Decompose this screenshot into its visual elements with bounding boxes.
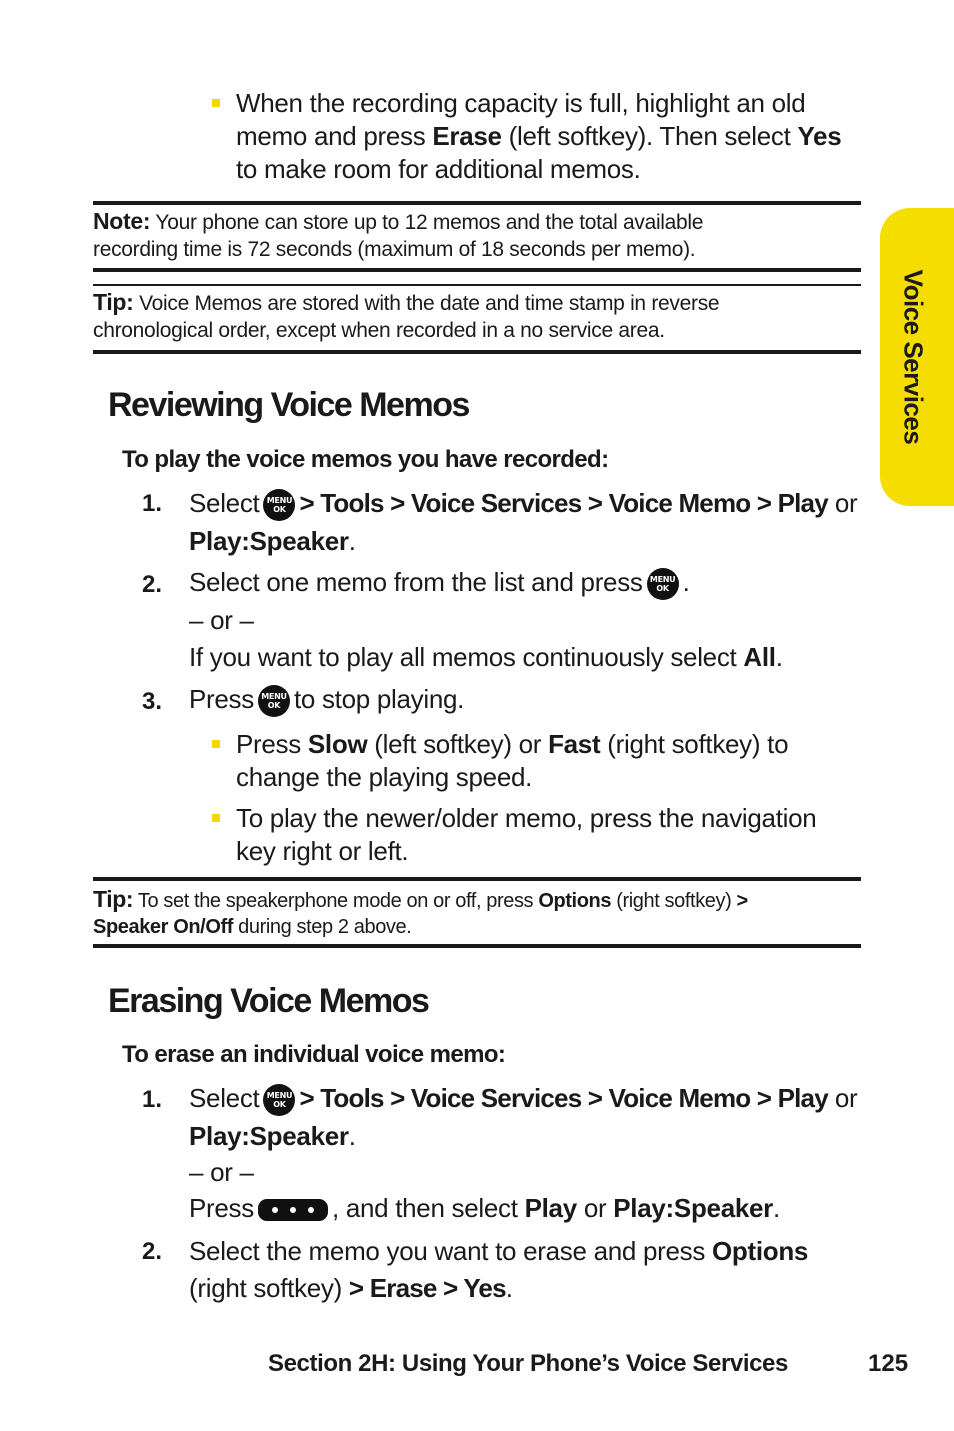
step-number: 1. bbox=[142, 1086, 163, 1113]
play-speaker-keyword: Play:Speaker bbox=[613, 1193, 773, 1224]
step-1-text bbox=[189, 487, 869, 558]
text: Select one memo from the list and press bbox=[189, 567, 643, 597]
footer-section-title: Section 2H: Using Your Phone’s Voice Services bbox=[268, 1350, 788, 1377]
play-speaker-keyword: Play:Speaker bbox=[189, 526, 349, 557]
erase-step-1-alt bbox=[189, 1192, 869, 1225]
text: OK bbox=[267, 701, 281, 711]
text: or bbox=[827, 488, 858, 518]
erase-step-2-line2 bbox=[189, 1272, 869, 1305]
menu-ok-key-icon bbox=[263, 489, 295, 521]
yes-keyword: Yes bbox=[797, 121, 842, 151]
note-bottom-rule bbox=[93, 268, 861, 272]
text: Select bbox=[189, 1083, 260, 1113]
or-separator: – or – bbox=[189, 1157, 254, 1188]
tip1-box bbox=[93, 289, 863, 344]
page-number: 125 bbox=[868, 1350, 909, 1377]
text: Press bbox=[189, 1193, 254, 1224]
step-2-alt bbox=[189, 641, 869, 674]
more-options-key-icon bbox=[258, 1199, 328, 1221]
speed-bullet bbox=[236, 728, 856, 794]
step-2-text bbox=[189, 566, 869, 674]
text: OK bbox=[273, 1100, 286, 1110]
navigation-bullet-line1: To play the newer/older memo, press the navigation bbox=[236, 803, 817, 833]
text: (left softkey). Then select bbox=[501, 121, 798, 151]
text: MENU bbox=[261, 692, 287, 702]
erase-step-1-line2 bbox=[189, 1120, 869, 1153]
section-subheading: To play the voice memos you have recorded: bbox=[122, 446, 609, 473]
text: . bbox=[348, 1121, 356, 1152]
options-keyword: Options bbox=[538, 890, 612, 912]
navigation-bullet-line2: key right or left. bbox=[236, 836, 409, 866]
text: (right softkey) bbox=[611, 890, 737, 912]
tip2-bottom-rule bbox=[93, 944, 861, 948]
text: MENU bbox=[266, 496, 293, 506]
step-3-text bbox=[189, 683, 869, 717]
text: . bbox=[773, 1193, 780, 1224]
step-number: 1. bbox=[142, 490, 163, 517]
text: Press bbox=[189, 684, 254, 714]
menu-path: > Tools > Voice Services > Voice Memo > Play bbox=[299, 1083, 828, 1113]
bullet-marker bbox=[212, 740, 220, 748]
text: or bbox=[827, 1083, 858, 1113]
tip1-line1 bbox=[93, 289, 863, 317]
step-2-line1 bbox=[189, 566, 869, 600]
tip-label: Tip: bbox=[93, 289, 134, 315]
all-keyword: All bbox=[743, 642, 776, 673]
top-bullet-text bbox=[236, 87, 856, 186]
erase-step-1-text bbox=[189, 1082, 869, 1225]
section-heading-reviewing: Reviewing Voice Memos bbox=[108, 386, 469, 424]
text: To set the speakerphone mode on or off, press bbox=[133, 890, 539, 912]
text: OK bbox=[273, 505, 286, 515]
text: . bbox=[775, 642, 783, 673]
text: Press bbox=[236, 729, 308, 759]
text: Select the memo you want to erase and press bbox=[189, 1236, 712, 1266]
menu-ok-key-icon bbox=[647, 568, 679, 600]
text: . bbox=[682, 567, 690, 597]
step-number: 2. bbox=[142, 1238, 163, 1265]
tip2-line1 bbox=[93, 886, 873, 914]
play-speaker-keyword: Play:Speaker bbox=[189, 1121, 349, 1152]
text: memo and press bbox=[236, 121, 433, 151]
top-bullet-line1: When the recording capacity is full, highlight an old bbox=[236, 88, 806, 118]
section-subheading: To erase an individual voice memo: bbox=[122, 1041, 506, 1068]
step-number: 2. bbox=[142, 571, 163, 598]
tip1-top-rule bbox=[93, 284, 861, 286]
slow-keyword: Slow bbox=[307, 729, 368, 759]
menu-path: > Erase > Yes bbox=[348, 1273, 506, 1303]
text: (right softkey) bbox=[189, 1273, 349, 1303]
step-1-line1 bbox=[189, 487, 869, 521]
erase-step-2-text bbox=[189, 1235, 869, 1305]
text: If you want to play all memos continuously select bbox=[189, 642, 744, 673]
menu-ok-key-icon bbox=[263, 1084, 295, 1116]
top-bullet-line2 bbox=[236, 120, 856, 153]
step-1-line2 bbox=[189, 525, 869, 558]
bullet-marker bbox=[212, 814, 220, 822]
note-line2: recording time is 72 seconds (maximum of 18 seconds per memo). bbox=[93, 238, 696, 261]
fast-keyword: Fast bbox=[548, 729, 601, 759]
text: OK bbox=[656, 584, 669, 594]
text: , and then select bbox=[331, 1193, 525, 1224]
navigation-bullet bbox=[236, 802, 866, 868]
text: Your phone can store up to 12 memos and the total available bbox=[150, 211, 704, 234]
text: Voice Memos are stored with the date and time stamp in reverse bbox=[133, 292, 720, 315]
speaker-onoff-keyword: Speaker On/Off bbox=[93, 916, 233, 938]
text: MENU bbox=[266, 1091, 293, 1101]
erase-step-1-line1 bbox=[189, 1082, 869, 1116]
tip1-bottom-rule bbox=[93, 350, 861, 354]
text: . bbox=[348, 526, 356, 557]
erase-keyword: Erase bbox=[432, 121, 502, 151]
note-box bbox=[93, 208, 863, 263]
side-tab-label: Voice Services bbox=[898, 269, 929, 445]
tip2-box bbox=[93, 886, 873, 940]
menu-ok-key-icon bbox=[258, 685, 290, 717]
tip1-line2: chronological order, except when recorded in a no service area. bbox=[93, 319, 665, 342]
text: (left softkey) or bbox=[367, 729, 549, 759]
text: during step 2 above. bbox=[233, 916, 412, 938]
menu-path: > Tools > Voice Services > Voice Memo > Play bbox=[299, 488, 828, 518]
section-heading-erasing: Erasing Voice Memos bbox=[108, 982, 429, 1020]
bullet-marker bbox=[212, 99, 220, 107]
text: (right softkey) to bbox=[600, 729, 789, 759]
tip2-line2 bbox=[93, 914, 873, 940]
text: Select bbox=[189, 488, 260, 518]
text: to stop playing. bbox=[293, 684, 465, 714]
speed-bullet-line2: change the playing speed. bbox=[236, 762, 533, 792]
options-keyword: Options bbox=[711, 1236, 809, 1266]
step-number: 3. bbox=[142, 688, 163, 715]
note-top-rule bbox=[93, 201, 861, 205]
note-label: Note: bbox=[93, 208, 151, 234]
tip-label: Tip: bbox=[93, 886, 134, 912]
play-keyword: Play bbox=[524, 1193, 577, 1224]
or-separator: – or – bbox=[189, 605, 254, 636]
text: MENU bbox=[649, 575, 676, 585]
arrow: > bbox=[736, 890, 748, 912]
tip2-top-rule bbox=[93, 877, 861, 881]
erase-step-2-line1 bbox=[189, 1235, 869, 1268]
text: or bbox=[576, 1193, 614, 1224]
top-bullet-line3: to make room for additional memos. bbox=[236, 154, 641, 184]
speed-bullet-line1 bbox=[236, 728, 856, 761]
text: . bbox=[505, 1273, 513, 1303]
note-line1 bbox=[93, 208, 863, 236]
